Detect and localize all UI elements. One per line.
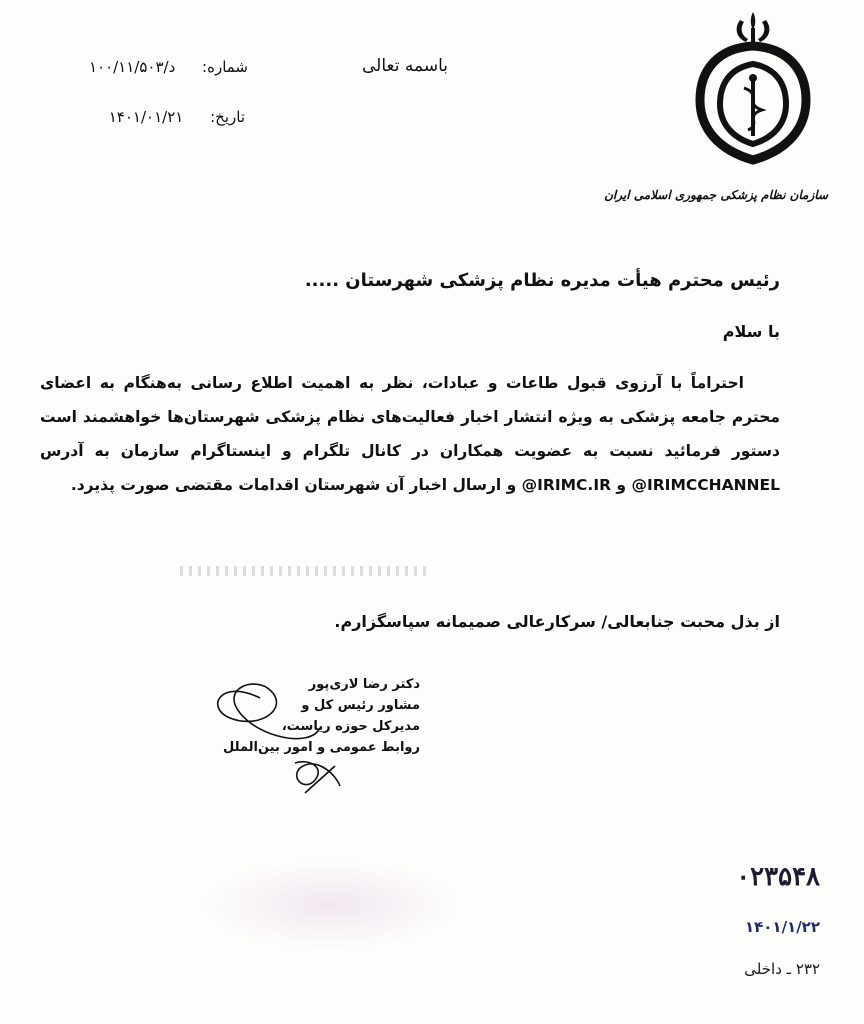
organization-logo: [604, 8, 828, 208]
basmala: باسمه تعالی: [362, 56, 448, 76]
letter-number-row: [88, 58, 248, 76]
registration-date: ۱۴۰۱/۱/۲۲: [744, 918, 820, 936]
organization-name: سازمان نظام پزشکی جمهوری اسلامی ایران: [604, 188, 828, 202]
signatory-block: [223, 674, 420, 758]
letter-date-label: تاریخ:: [210, 108, 245, 126]
letter-date-row: [100, 108, 245, 126]
signatory-name: دکتر رضا لاری‌پور: [308, 677, 420, 692]
letter-date-value: ۱۴۰۱/۰۱/۲۱: [108, 108, 184, 126]
letter-number-value: د/۱۰۰/۱۱/۵۰۳: [88, 58, 176, 76]
letter-number-label: شماره:: [202, 58, 248, 76]
scan-smudge: [180, 566, 430, 576]
letter-body: [40, 366, 780, 502]
recipient-line: رئیس محترم هیأت مدیره نظام پزشکی شهرستان .....: [304, 270, 780, 291]
signatory-title-1: مشاور رئیس کل و: [301, 698, 420, 713]
letter-body-text: احتراماً با آرزوی قبول طاعات و عبادات، نظر به اهمیت اطلاع رسانی به‌هنگام به اعضای محترم جامعه پزشکی به ویژه انتشار اخبار فعالیت‌های نظام پزشکی شهرستان‌ها خواهشمند است دستور فرمائید نسبت به عضویت همکاران در کانال تلگرام و اینستاگرام سازمان به آدرس IRIMCCHANNEL@ و IRIMC.IR@ و ارسال اخبار آن شهرستان اقدامات مقتضی صورت پذیرد.: [40, 374, 780, 494]
signatory-title-2: مدیرکل حوزه ریاست،: [281, 719, 420, 734]
greeting: با سلام: [722, 322, 780, 341]
registration-note: ۲۳۲ ـ داخلی: [744, 960, 820, 978]
closing-line: از بذل محبت جنابعالی/ سرکارعالی صمیمانه سپاسگزارم.: [334, 612, 780, 631]
faint-stamp-stain: [200, 860, 460, 950]
medical-council-emblem-icon: [678, 8, 828, 168]
signatory-title-3: روابط عمومی و امور بین‌الملل: [223, 740, 420, 755]
registration-number: ۰۲۳۵۴۸: [736, 862, 820, 892]
